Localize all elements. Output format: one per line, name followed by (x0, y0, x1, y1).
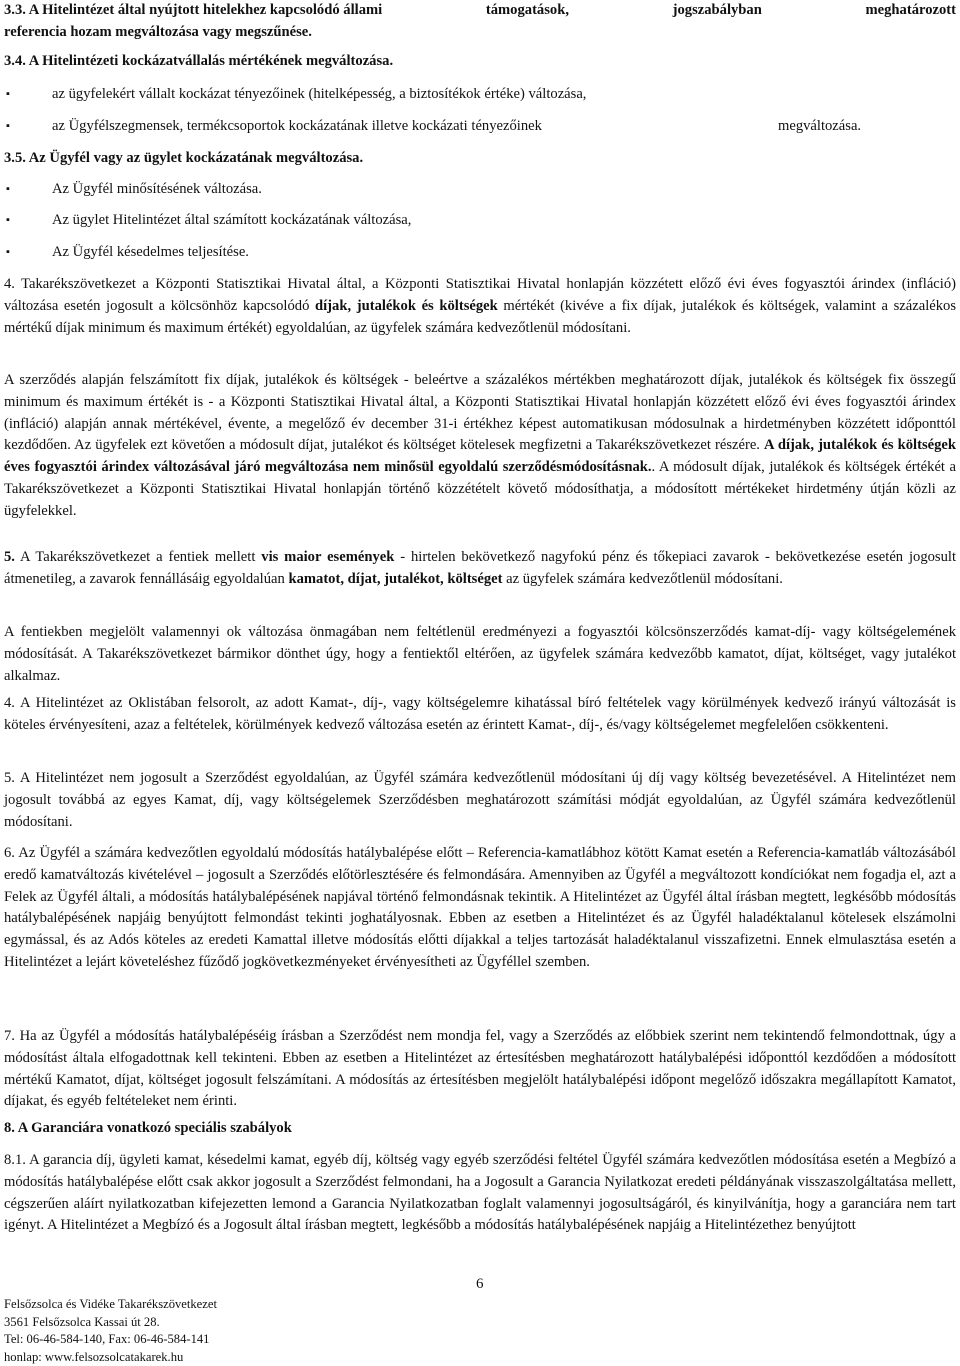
bullet-text-part: megváltozása. (778, 118, 862, 134)
paragraph-text: . A módosult díjak, jutalékok és költségek értékét a Takarékszövetkezet a Központi Statisztikai Hivatal honlapján történő közzétételt követő módosíthatja, a módosított mértékeket hirdetmény útján közli az ügyfelekkel. (4, 459, 956, 519)
paragraph-text: az ügyfelek számára kedvezőtlenül módosítani. (502, 570, 783, 587)
bullet-text: az ügyfelekért vállalt kockázat tényezőinek (hitelképesség, a biztosítékok értéke) változása, (52, 86, 587, 102)
paragraph-7-acceptance: 7. Ha az Ügyfél a módosítás hatálybalépéséig írásban a Szerződést nem mondja fel, vagy a Szerződés az előbbiek szerint nem tekintendő felmondottnak, úgy a módosítást általa elfogadottnak kell tekinteni. Ebben az esetben a Hitelintézet az értesítésben meghatározott hatálybalépési időponttól kezdődően a módosított mértékű Kamatot, díjat, költséget jogosult felszámítani. A módosítás az értesítésben megjelölt hatálybalépési időpont megelőző időszakra megállapított Kamatot, díjakat, és egyéb feltételeket nem érinti. (4, 1028, 956, 1110)
bullet-text (52, 116, 714, 138)
paragraph-changes-note: A fentiekben megjelölt valamennyi ok változása önmagában nem feltétlenül eredményezi a fogyasztói kölcsönszerződés kamat-díj- vagy költségelemének módosítását. A Takarékszövetkezet bármikor dönthet úgy, hogy a fentiektől eltérően, az ügyfelek számára kedvezőbb kamatot, díjat, költséget, vagy jutalékot alkalmaz. (4, 624, 956, 684)
page-number: 6 (476, 1276, 484, 1292)
heading-3-3-word: meghatározott (865, 2, 956, 18)
paragraph-5-vis-maior (4, 547, 956, 591)
heading-3-3-text: 3.3. A Hitelintézet által nyújtott hitelekhez kapcsolódó állami (4, 2, 383, 18)
heading-3-3-word: támogatások, (485, 2, 569, 18)
paragraph-6-termination: 6. Az Ügyfél a számára kedvezőtlen egyoldalú módosítás hatálybalépése előtt – Referencia-kamatlábhoz kötött Kamat esetén a Referencia-kamatláb változásából eredő kamatváltozás kivételével – jogosult a Szerződés előtörlesztésére és felmondására. Amennyiben az Ügyfél a megváltozott kondíciókat nem fogadja el, azt a Felek az Ügyfél általi, a módosítás hatálybalépésének napjával történő felmondásnak tekintik. A Hitelintézet az Ügyfél által írásban megtett, legkésőbb módosítás hatálybalépésének napjáig benyújtott felmondást tekinti joghatályosnak. Ebben az esetben a Hitelintézet és az Ügyfél haladéktalanul kötelesek elszámolni egymással, és az Adós köteles az eredeti Kamattal illetve módosítás előtti díjakkal a teljes tartozását haladéktalanul visszafizetni. Ennek elmulasztása esetén a Hitelintézet a lejárt követeléshez fűződő jogkövetkezményeket érvényesítheti az Ügyféllel szemben. (4, 845, 956, 970)
paragraph-text: A Takarékszövetkezet a fentiek mellett (14, 549, 262, 565)
footer-address: 3561 Felsőzsolca Kassai út 28. (4, 1314, 160, 1329)
paragraph-bold-text: kamatot, díjat, jutalékot, költséget (288, 570, 503, 587)
heading-8-guarantee: 8. A Garanciára vonatkozó speciális szabályok (4, 1120, 292, 1136)
paragraph-bold-text: díjak, jutalékok és költségek (315, 297, 498, 314)
footer (4, 1296, 217, 1366)
footer-phone: Tel: 06-46-584-140, Fax: 06-46-584-141 (4, 1332, 210, 1346)
paragraph-text: - hirtelen bekövetkező nagyfokú pénz és tőkepiaci zavarok - bekövetkezése esetén jogosult átmenetileg, a zavarok fennállásáig egyoldalúan (4, 549, 957, 587)
bullet-text-part: az Ügyfélszegmensek, termékcsoportok kockázatának illetve kockázati tényezőinek (52, 118, 542, 134)
paragraph-5-no-new-fee: 5. A Hitelintézet nem jogosult a Szerződést egyoldalúan, az Ügyfél számára kedvezőtlenül módosítani új díj vagy költség bevezetésével. A Hitelintézet nem jogosult továbbá az egyes Kamat, díj, vagy költségelemek Szerződésben meghatározott számítási módját egyoldalúan, az Ügyfél számára kedvezőtlenül módosítani. (4, 770, 956, 830)
bullet-icon: ▪ (6, 183, 10, 195)
heading-3-4: 3.4. A Hitelintézeti kockázatvállalás mértékének megváltozása. (4, 53, 394, 69)
bullet-icon: ▪ (6, 214, 10, 226)
paragraph-bold-text: A díjak, jutalékok és költségek éves fogyasztói árindex változásával járó megváltozása nem minősül egyoldalú szerződésmódosításnak. (4, 437, 956, 476)
footer-company: Felsőzsolca és Vidéke Takarékszövetkezet (4, 1297, 217, 1311)
paragraph-4-favorable-changes: 4. A Hitelintézet az Oklistában felsorolt, az adott Kamat-, díj-, vagy költségelemre kihatással bíró feltételek vagy körülmények kedvező irányú változását is köteles érvényesíteni, azaz a feltételek, körülmények kedvező változása esetén az érintett Kamat-, díj-, és/vagy költségelemet megfelelően csökkenteni. (4, 695, 956, 733)
bullet-icon: ▪ (6, 120, 10, 132)
paragraph-8-1: 8.1. A garancia díj, ügyleti kamat, késedelmi kamat, egyéb díj, költség vagy egyéb szerződési feltétel Ügyfél számára kedvezőtlen módosítása esetén a Megbízó a módosítás hatálybalépése előtt csak akkor jogosult a Szerződést felmondani, ha a Jogosult a Garancia Nyilatkozat eredeti példányának visszaszolgáltatása mellett, cégszerűen aláírt nyilatkozatban kifejezetten lemond a Garancia Nyilatkozatban foglalt valamennyi jogosultságáról, és kinyilvánítja, hogy a garanciára nem tart igényt. A Hitelintézet a Megbízó és a Jogosult által írásban megtett, legkésőbb a módosítás hatálybalépésének napjáig a Hitelintézethez benyújtott (4, 1152, 956, 1234)
bullet-text: Az Ügyfél késedelmes teljesítése. (52, 244, 249, 260)
paragraph-text: 4. Takarékszövetkezet a Központi Statisztikai Hivatal által, a Központi Statisztikai Hivatal honlapján közzétett előző évi éves fogyasztói árindex (infláció) változása esetén jogosult a kölcsönhöz kapcsolódó (4, 276, 956, 314)
heading-3-5: 3.5. Az Ügyfél vagy az ügylet kockázatának megváltozása. (4, 150, 364, 166)
bullet-text: Az ügylet Hitelintézet által számított kockázatának változása, (52, 212, 412, 228)
paragraph-fee-adjustment (4, 370, 956, 523)
heading-3-3-word: jogszabályban (672, 2, 762, 18)
paragraph-4-inflation (4, 274, 956, 339)
paragraph-text: A szerződés alapján felszámított fix díjak, jutalékok és költségek - beleértve a százalékos mértékben meghatározott díjak, jutalékok és költségek fix összegű minimum és maximum értékét is - a Központi Statisztikai Hivatal által, a Központi Statisztikai Hivatal honlapján közzétett előző évi éves fogyasztói árindex (infláció) alapján annak mértékével, évente, a megelőző év december 31-i értékhez képest automatikusan módosulnak a hirdetményben közzétett időponttól kezdődően. Az ügyfelek ezt követően a módosult díjat, jutalékot és költséget kötelesek megfizetni a Takarékszövetkezet részére. (4, 372, 956, 454)
heading-3-3 (4, 0, 956, 44)
paragraph-bold-text: vis maior események (261, 549, 395, 565)
footer-website: honlap: www.felsozsolcatakarek.hu (4, 1349, 184, 1364)
bullet-text: Az Ügyfél minősítésének változása. (52, 181, 262, 197)
bullet-icon: ▪ (6, 88, 10, 100)
bullet-icon: ▪ (6, 246, 10, 258)
heading-3-3-line1 (4, 0, 956, 22)
paragraph-number: 5. (4, 549, 15, 565)
paragraph-text: mértékét (kivéve a fix díjak, jutalékok és költségek, valamint a százalékos mértékű díjak minimum és maximum értékét) egyoldalúan, az ügyfelek számára kedvezőtlenül módosítani. (4, 297, 957, 336)
heading-3-3-line2: referencia hozam megváltozása vagy megszűnése. (4, 23, 312, 40)
